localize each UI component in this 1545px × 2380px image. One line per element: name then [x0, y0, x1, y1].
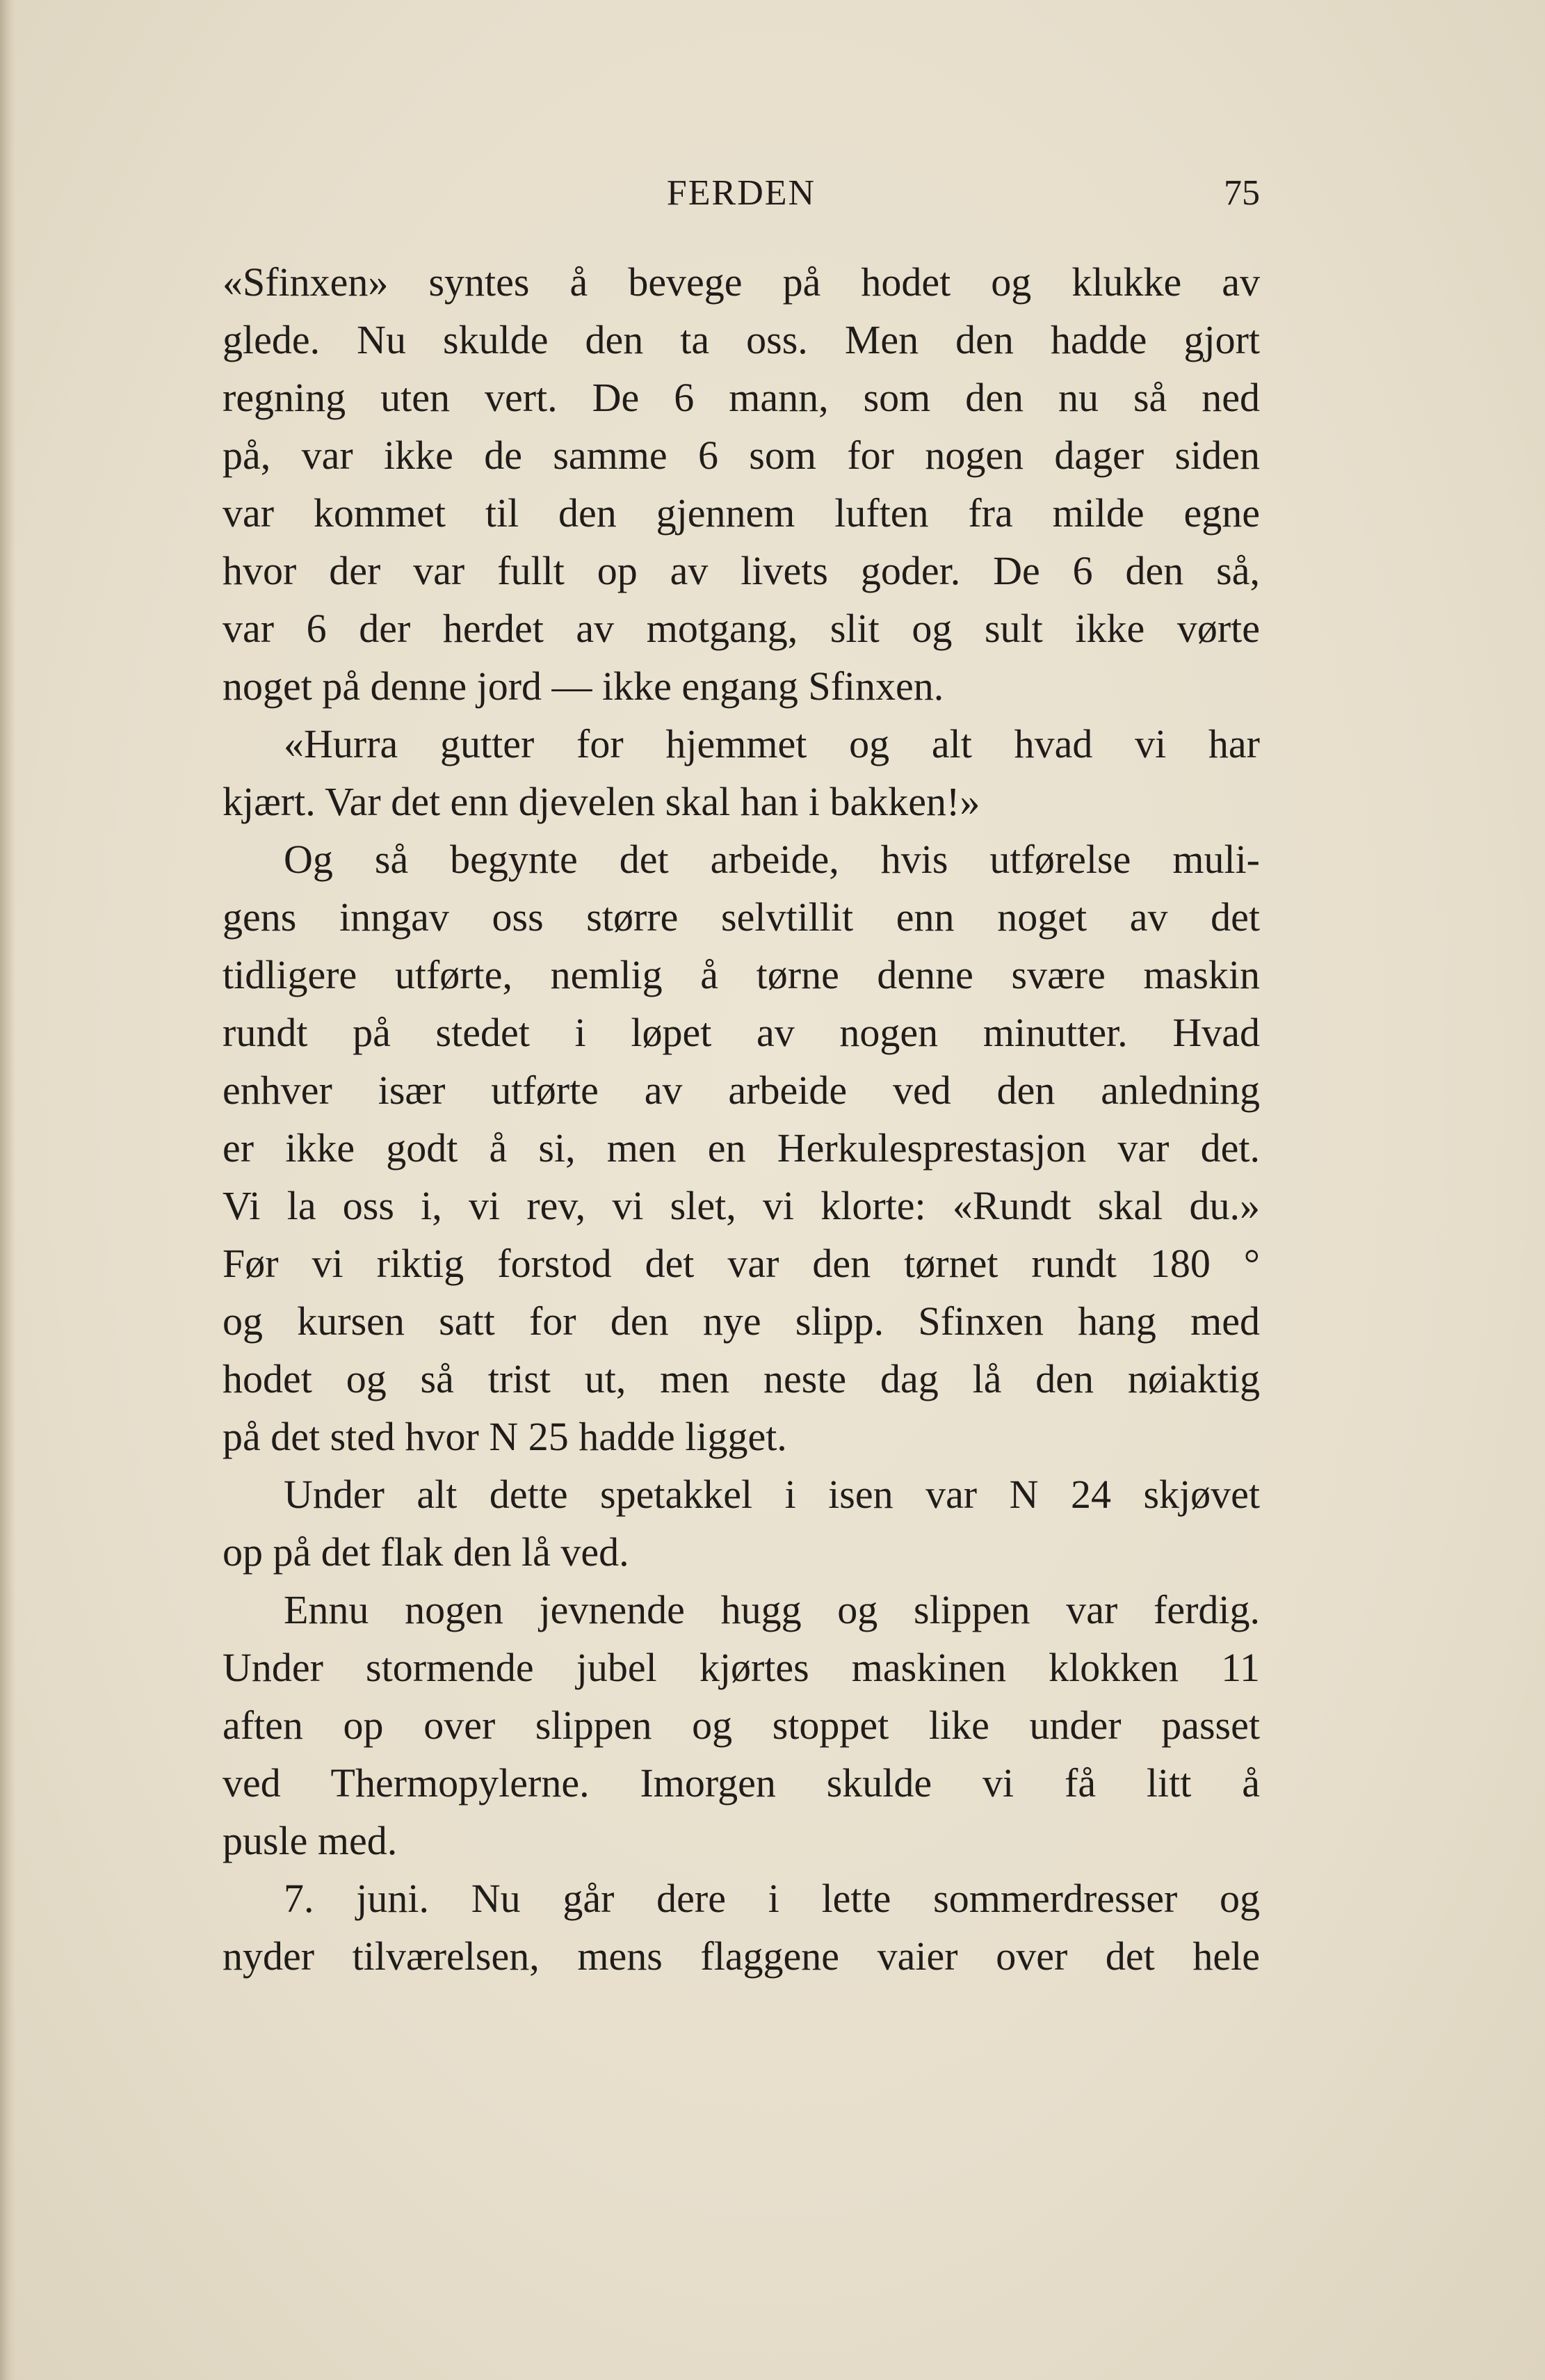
- text-line: gens inngav oss større selvtillit enn noget av det: [223, 894, 1260, 940]
- text-line: tidligere utførte, nemlig å tørne denne svære maskin: [223, 952, 1260, 997]
- text-line: og kursen satt for den nye slipp. Sfinxen hang med: [223, 1298, 1260, 1344]
- text-line: pusle med.: [223, 1818, 398, 1863]
- text-line: er ikke godt å si, men en Herkulesprestasjon var det.: [223, 1125, 1260, 1171]
- text-line: Og så begynte det arbeide, hvis utførelse muli-: [284, 837, 1260, 882]
- text-line: rundt på stedet i løpet av nogen minutter. Hvad: [223, 1010, 1260, 1055]
- text-line: ved Thermopylerne. Imorgen skulde vi få litt å: [223, 1760, 1260, 1806]
- body-text: [223, 253, 1260, 1985]
- page-gutter-edge: [0, 0, 15, 2380]
- text-line: regning uten vert. De 6 mann, som den nu så ned: [223, 375, 1260, 420]
- running-head: FERDEN: [666, 173, 816, 213]
- page-header: [223, 166, 1260, 221]
- text-line: Før vi riktig forstod det var den tørnet rundt 180 °: [223, 1241, 1260, 1286]
- text-line: glede. Nu skulde den ta oss. Men den hadde gjort: [223, 317, 1260, 362]
- text-line: 7. juni. Nu går dere i lette sommerdresser og: [284, 1876, 1260, 1921]
- text-line: noget på denne jord — ikke engang Sfinxen.: [223, 664, 944, 709]
- text-line: op på det flak den lå ved.: [223, 1529, 629, 1575]
- text-line: «Sfinxen» syntes å bevege på hodet og klukke av: [223, 259, 1260, 305]
- text-line: hvor der var fullt op av livets goder. De 6 den så,: [223, 548, 1260, 593]
- page-number: 75: [1224, 173, 1260, 213]
- text-line: «Hurra gutter for hjemmet og alt hvad vi har: [284, 721, 1260, 766]
- text-line: var 6 der herdet av motgang, slit og sult ikke vørte: [223, 606, 1260, 651]
- text-line: Under alt dette spetakkel i isen var N 24 skjøvet: [284, 1472, 1260, 1517]
- text-line: hodet og så trist ut, men neste dag lå den nøiaktig: [223, 1356, 1260, 1401]
- text-line: Under stormende jubel kjørtes maskinen klokken 11: [223, 1645, 1260, 1690]
- text-line: enhver især utførte av arbeide ved den anledning: [223, 1068, 1260, 1113]
- text-line: på det sted hvor N 25 hadde ligget.: [223, 1414, 787, 1459]
- text-line: Ennu nogen jevnende hugg og slippen var ferdig.: [284, 1587, 1260, 1632]
- text-line: aften op over slippen og stoppet like under passet: [223, 1703, 1260, 1748]
- text-line: Vi la oss i, vi rev, vi slet, vi klorte: «Rundt skal du.»: [223, 1183, 1260, 1228]
- text-line: på, var ikke de samme 6 som for nogen dager siden: [223, 433, 1260, 478]
- text-line: kjært. Var det enn djevelen skal han i bakken!»: [223, 779, 980, 824]
- text-line: var kommet til den gjennem luften fra milde egne: [223, 490, 1260, 536]
- text-line: nyder tilværelsen, mens flaggene vaier over det hele: [223, 1933, 1260, 1979]
